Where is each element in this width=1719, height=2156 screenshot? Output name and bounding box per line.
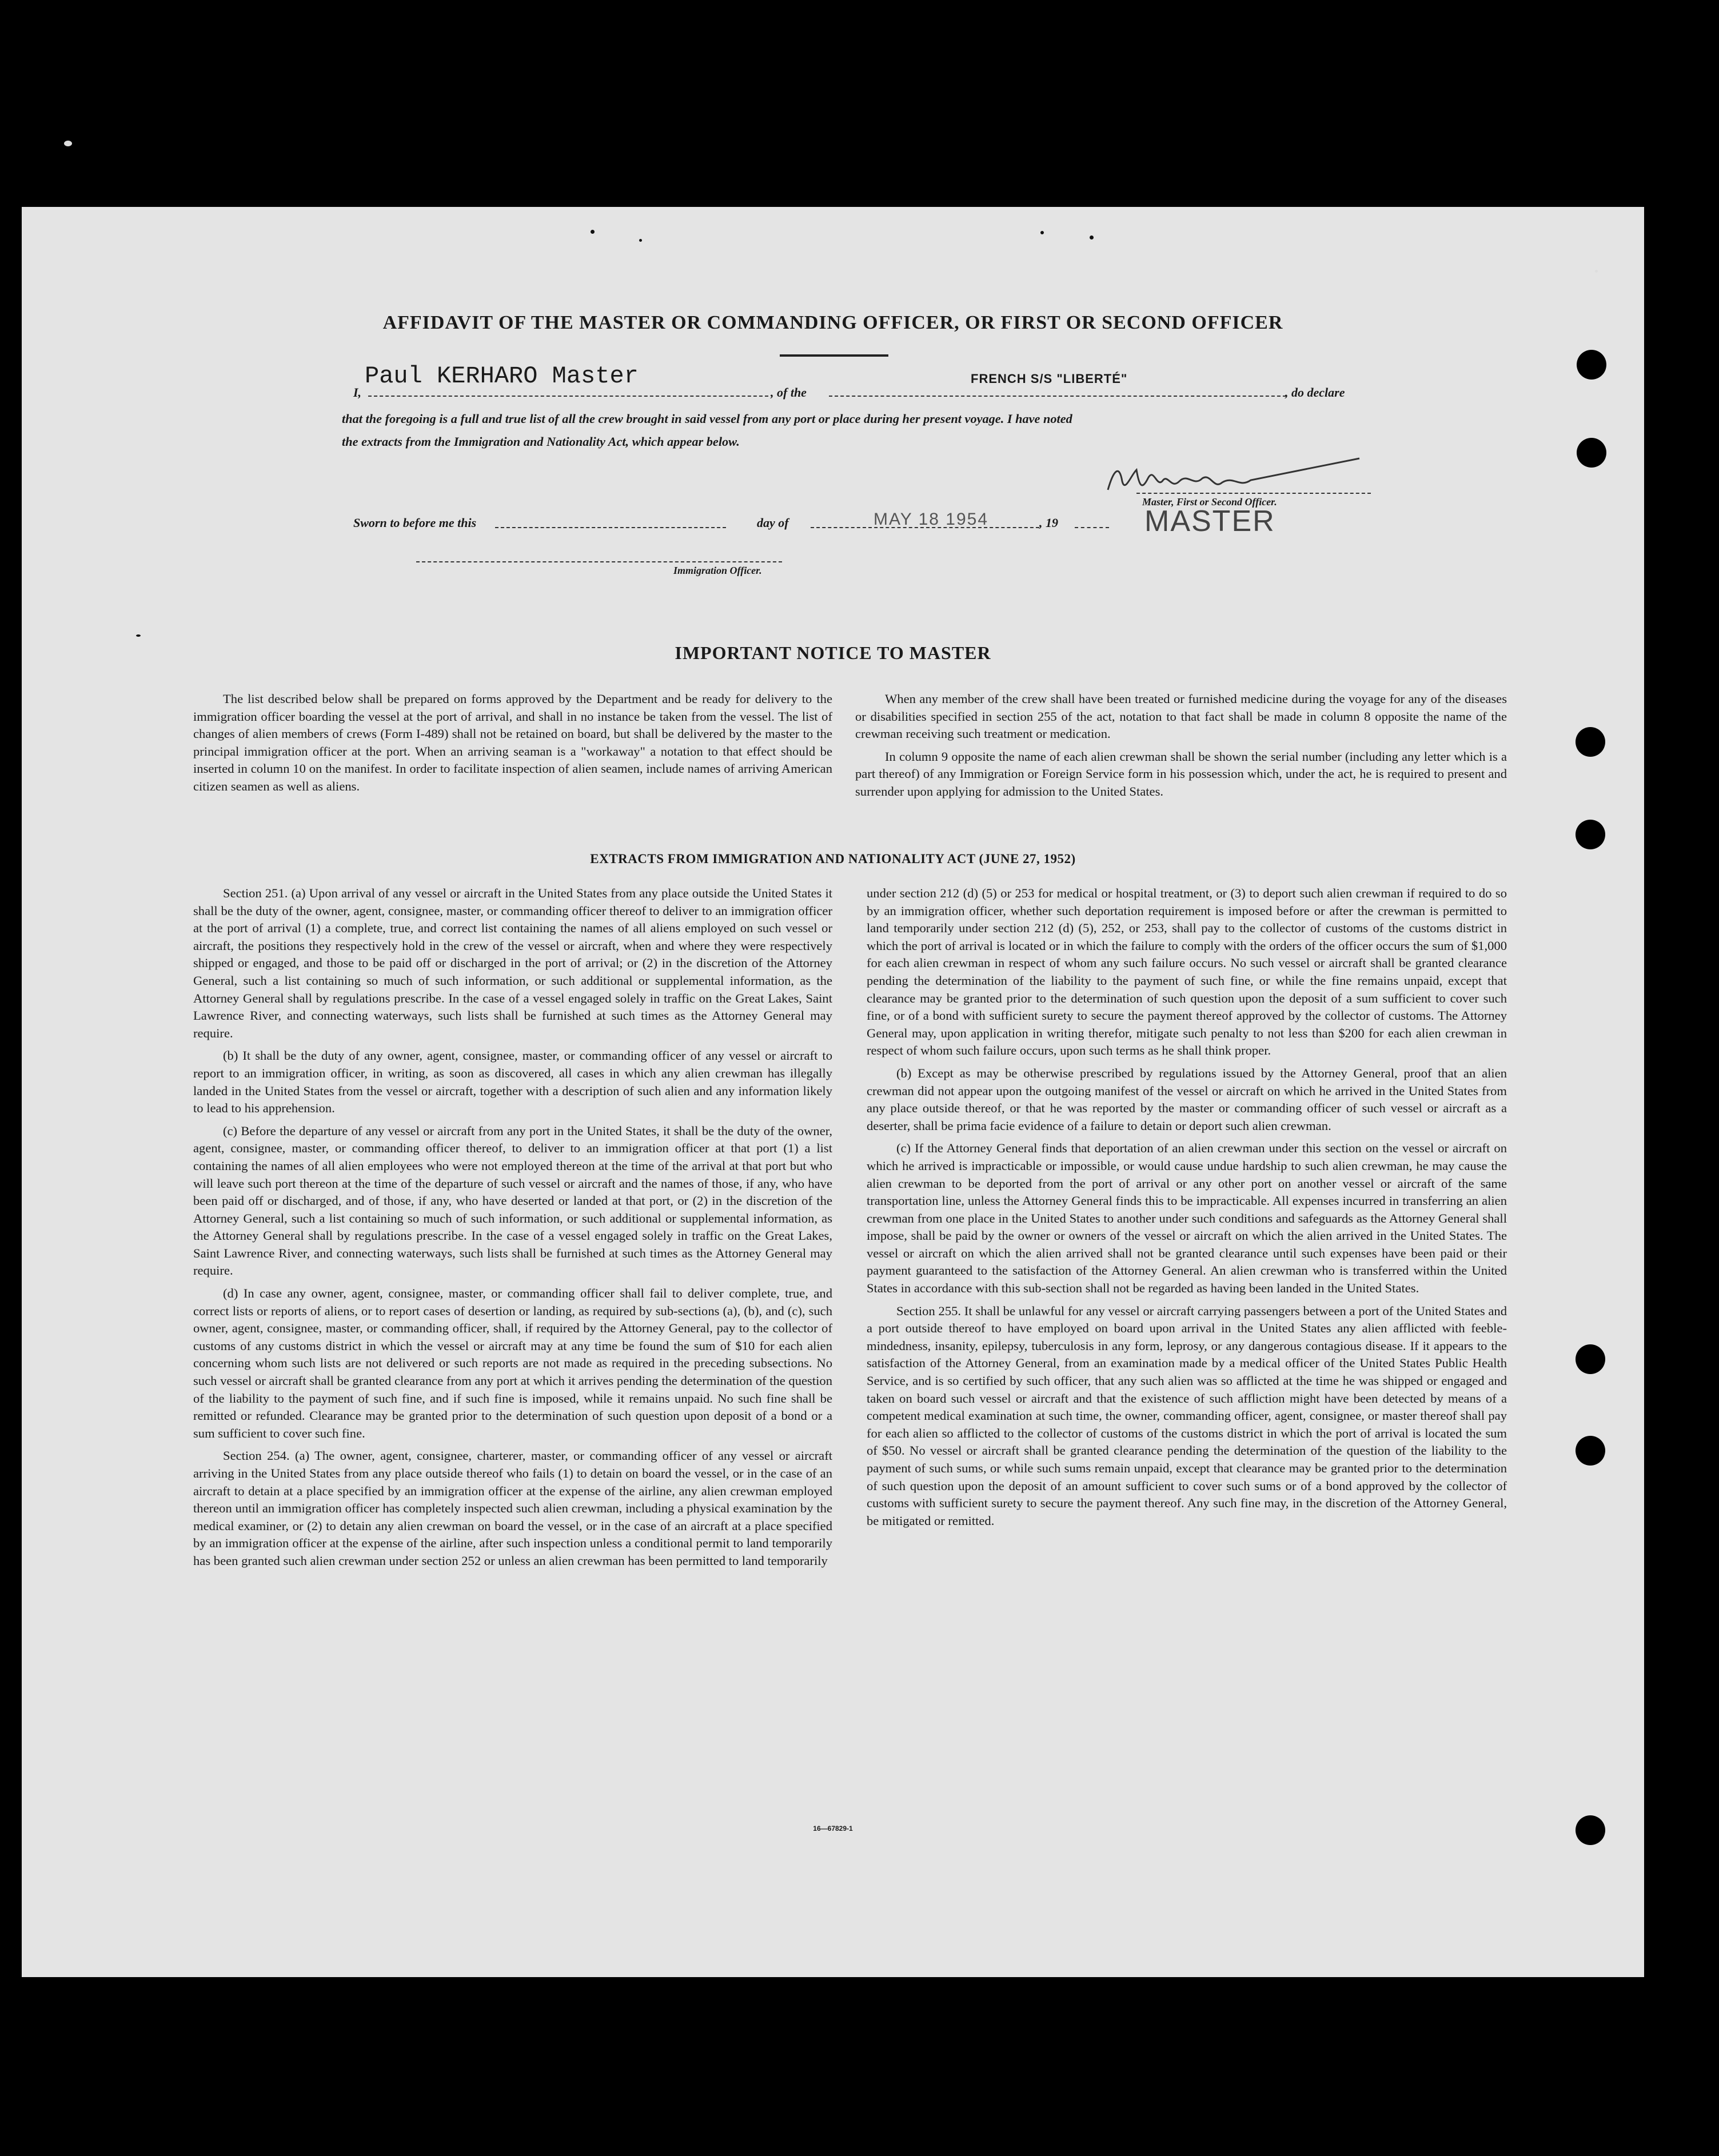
statute-paragraph: (b) It shall be the duty of any owner, agent, consignee, master, or commanding officer of any vessel or aircraft to report to an immigration officer, in writing, as soon as discovered, all cases in which any alien crewman has illegally landed in the United States from the vessel or aircraft, together with a description of such alien and any information likely to lead to his apprehension. <box>193 1048 832 1116</box>
title-rule <box>780 354 888 357</box>
binder-hole <box>1577 438 1606 468</box>
extracts-left-column <box>193 885 832 1575</box>
do-declare-label: , do declare <box>1285 385 1345 400</box>
year-line <box>1075 527 1109 528</box>
of-the-label: , of the <box>771 385 807 400</box>
binder-hole <box>1576 820 1605 849</box>
form-number: 16—67829-1 <box>813 1824 853 1832</box>
declaration-line-1: that the foregoing is a full and true list of all the crew brought in said vessel from any port or place during her present voyage. I have noted <box>342 412 1072 426</box>
immigration-officer-line <box>416 561 782 562</box>
statute-paragraph: (b) Except as may be otherwise prescribed by regulations issued by the Attorney General, proof that an alien crewman did not appear upon the outgoing manifest of the vessel or aircraft on which he arrived in the United States from any place outside thereof, or that he was reported by the master or commanding officer of such vessel or aircraft as a deserter, shall be prima facie evidence of a failure to detain or deport such alien crewman. <box>867 1065 1507 1133</box>
binder-hole <box>1576 727 1605 757</box>
binder-hole <box>1576 1436 1605 1466</box>
notice-paragraph: The list described below shall be prepared on forms approved by the Department and be ready for delivery to the immigration officer boarding the vessel at the port of arrival, and shall in no instance be taken from the vessel. The list of changes of alien members of crews (Form I-489) shall not be retained on board, but shall be delivered by the master to the principal immigration officer at the port. When an arriving seaman is a "workaway" a notation to that effect should be inserted in column 10 on the manifest. In order to facilitate inspection of alien seamen, include names of arriving American citizen seamen as well as aliens. <box>193 692 832 793</box>
scan-speck <box>64 141 72 146</box>
scan-speck <box>1090 235 1094 239</box>
notice-right-column <box>855 690 1507 806</box>
date-stamp: MAY 18 1954 <box>874 510 989 529</box>
rank-stamp: MASTER <box>1144 505 1275 538</box>
signature-caption: Master, First or Second Officer. <box>1142 496 1277 508</box>
statute-paragraph: (c) If the Attorney General finds that deportation of an alien crewman under this section on the vessel or aircraft on which he arrived is impracticable or impossible, or would cause undue hardship to such alien crewman, he may cause the alien crewman to be deported from the port of arrival or any other port on another vessel or aircraft of the same transportation line, unless the Attorney General finds this to be impracticable. All expenses incurred in transferring an alien crewman from one place in the United States to another under such conditions and safeguards as the Attorney General shall impose, shall be paid by the owner or owners of the vessel or aircraft on which the alien arrived in the United States. The vessel or aircraft on which the alien arrived shall not be granted clearance until such expenses have been paid or their payment guaranteed to the satisfaction of the Attorney General. An alien crewman who is transferred within the United States in accordance with this sub-section shall not be regarded as having been landed in the United States. <box>867 1141 1507 1296</box>
statute-paragraph: Section 254. (a) The owner, agent, consignee, charterer, master, or commanding officer of any vessel or aircraft arriving in the United States from any place outside thereof who fails (1) to detain on board the vessel, or in the case of an aircraft to detain at a place specified by an immigration officer at the expense of the airline, any alien crewman employed thereon until an immigration officer has completely inspected such alien crewman, including a physical examination by the medical examiner, or (2) to detain any alien crewman on board the vessel, or in the case of an aircraft at a place specified by an immigration officer at the expense of the airline, after such inspection unless a conditional permit to land temporarily has been granted such alien crewman under section 252 or unless an alien crewman has been permitted to land temporarily <box>193 1448 832 1568</box>
statute-paragraph: (c) Before the departure of any vessel or aircraft from any port in the United States, it shall be the duty of the owner, agent, consignee, master, or commanding officer thereof, to deliver to an immigration officer at that port (1) a list containing the names of all alien employees who were not employed thereon at the time of the arrival at that port but who will leave such port thereon at the time of the departure of such vessel or aircraft and the names of those, if any, who have been paid off or discharged, and of those, if any, who have deserted or landed at that port, or (2) in the discretion of the Attorney General, such a list containing so much of such information, or such additional or supplemental information, as the Attorney General shall by regulations prescribe. In the case of a vessel engaged solely in traffic on the Great Lakes, Saint Lawrence River, and connecting waterways, such lists shall be furnished at such times as the Attorney General may require. <box>193 1123 832 1278</box>
extracts-title: EXTRACTS FROM IMMIGRATION AND NATIONALITY ACT (JUNE 27, 1952) <box>590 852 1076 866</box>
scan-speck <box>1040 231 1044 234</box>
statute-paragraph: (d) In case any owner, agent, consignee, master, or commanding officer shall fail to deliver complete, true, and correct lists or reports of aliens, or to report cases of desertion or landing, as required by sub-sections (a), (b), and (c), such owner, agent, consignee, master, or commanding officer, shall, if required by the Attorney General, pay to the collector of customs of any customs district in which the vessel or aircraft may at any time be found the sum of $10 for each alien concerning whom such lists are not delivered or such reports are not made as required in the preceding subsections. No such vessel or aircraft shall be granted clearance from any port at which it arrives pending the determination of the question of the liability to the payment of such fine, and if such fine is imposed, while it remains unpaid. No such fine shall be remitted or refunded. Clearance may be granted prior to the determination of such question upon deposit of a bond or a sum sufficient to cover such fine. <box>193 1286 832 1440</box>
scan-speck <box>591 230 595 234</box>
binder-hole <box>1577 350 1606 380</box>
statute-paragraph: Section 251. (a) Upon arrival of any vessel or aircraft in the United States from any place outside the United States it shall be the duty of the owner, agent, consignee, master, or commanding officer thereof to deliver to an immigration officer at the port of arrival (1) a complete, true, and correct list containing the names of all aliens employed on such vessel or aircraft, the positions they respectively hold in the crew of the vessel or aircraft, when and where they were respectively shipped or engaged, and those to be paid off or discharged in the port of arrival; or (2) in the discretion of the Attorney General, such a list containing so much of such information, or such additional or supplemental information, as the Attorney General shall by regulations prescribe. In the case of a vessel engaged solely in traffic on the Great Lakes, Saint Lawrence River, and connecting waterways, such lists shall be furnished at such times as the Attorney General may require. <box>193 886 832 1040</box>
scan-speck <box>1595 270 1598 273</box>
notice-title: IMPORTANT NOTICE TO MASTER <box>675 642 991 663</box>
immigration-officer-caption: Immigration Officer. <box>673 565 762 576</box>
officer-name: Paul KERHARO Master <box>365 362 639 390</box>
document-page <box>22 207 1644 1977</box>
vessel-name: FRENCH S/S "LIBERTÉ" <box>971 372 1128 386</box>
notice-paragraph: In column 9 opposite the name of each alien crewman shall be shown the serial number (including any letter which is a part thereof) of any Immigration or Foreign Service form in his possession which, under the act, he is required to present and surrender upon applying for admission to the United States. <box>855 749 1507 798</box>
sworn-label: Sworn to before me this <box>353 516 477 530</box>
statute-paragraph: under section 212 (d) (5) or 253 for medical or hospital treatment, or (3) to deport such alien crewman if required to do so by an immigration officer, whether such deportation requirement is imposed before or after the crewman is permitted to land temporarily under section 212 (d) (5), 252, or 253, shall pay to the collector of customs of the customs district in which the port of arrival is located or in which the failure to comply with the orders of the officer occurs the sum of $1,000 for each alien crewman in respect of whom any such failure occurs. No such vessel or aircraft shall be granted clearance pending the determination of the liability to the payment of such fine, or while the fine remains unpaid, except that clearance may be granted prior to the determination of such question upon the deposit of a sum sufficient to cover such fine, or of a bond with sufficient surety to secure the payment thereof approved by the collector of customs. The Attorney General may, upon application in writing therefor, mitigate such penalty to not less than $200 for each alien crewman in respect of whom such failure occurs, upon such terms as he shall think proper. <box>867 886 1507 1058</box>
scan-speck <box>136 634 141 637</box>
declaration-line-2: the extracts from the Immigration and Nationality Act, which appear below. <box>342 434 740 449</box>
vessel-line <box>829 396 1286 397</box>
signature-line <box>1136 493 1371 494</box>
binder-hole <box>1576 1344 1605 1374</box>
name-line <box>368 396 768 397</box>
day-of-label: day of <box>757 516 789 530</box>
notice-paragraph: When any member of the crew shall have been treated or furnished medicine during the voyage for any of the diseases or disabilities specified in section 255 of the act, notation to that fact shall be made in column 8 opposite the name of the crewman receiving such treatment or medication. <box>855 692 1507 741</box>
master-signature <box>1096 447 1371 504</box>
statute-paragraph: Section 255. It shall be unlawful for any vessel or aircraft carrying passengers between a port of the United States and a port outside thereof to have employed on board upon arrival in the United States any alien afflicted with feeble-mindedness, insanity, epilepsy, tuberculosis in any form, leprosy, or any dangerous contagious disease. If it appears to the satisfaction of the Attorney General, from an examination made by a medical officer of the United States Public Health Service, and is so certified by such officer, that any such alien was so afflicted at the time he was shipped or engaged and taken on board such vessel or aircraft and that the existence of such affliction might have been detected by means of a competent medical examination at such time, the owner, commanding officer, agent, consignee, or master thereof shall pay for each alien so afflicted to the collector of customs of the customs district in which the port of arrival is located the sum of $50. No vessel or aircraft shall be granted clearance pending the determination of the question of the liability to the payment of such sums, or while such sums remain unpaid, except that clearance may be granted prior to the determination of such question upon the deposit of an amount sufficient to cover such sums or of a bond approved by the collector of customs with sufficient surety to secure the payment thereof. Any such fine may, in the discretion of the Attorney General, be mitigated or remitted. <box>867 1303 1507 1528</box>
sworn-day-line <box>495 527 726 528</box>
year-prefix: , 19 <box>1039 516 1058 530</box>
extracts-right-column <box>867 885 1507 1535</box>
notice-left-column <box>193 690 832 801</box>
pronoun-label: I, <box>353 385 362 400</box>
affidavit-title: AFFIDAVIT OF THE MASTER OR COMMANDING OFFICER, OR FIRST OR SECOND OFFICER <box>382 312 1283 333</box>
scan-speck <box>639 239 642 242</box>
